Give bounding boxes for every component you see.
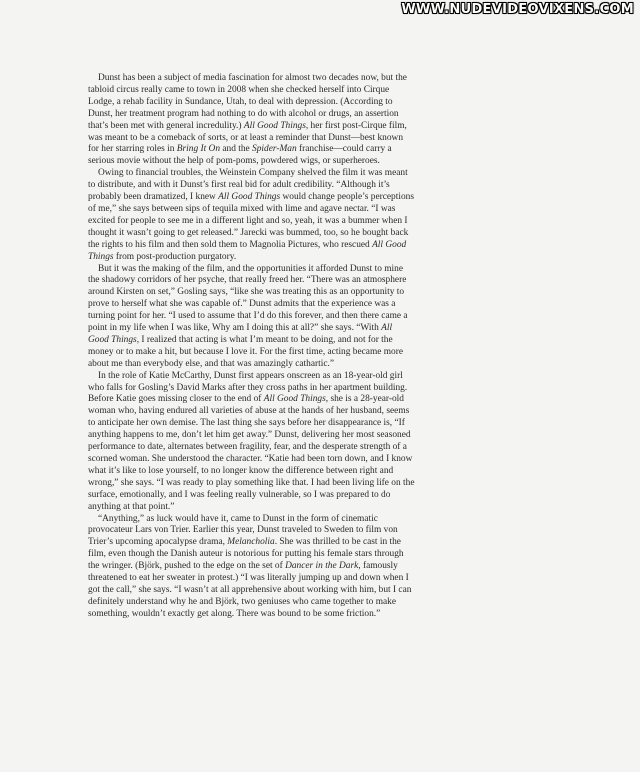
text-run: , I realized that acting is what I’m meant to be doing, and not for the money or to make a hit, but because I love it. For the first time, acting became more about me than everybody else, and that was amazingly cathartic.” [88,334,404,369]
film-title: Melancholia [227,537,275,548]
text-run: , famously threatened to eat her sweater in protest.) “I was literally jumping up and down when I got the call,” she says. “I wasn’t at all apprehensive about working with him, but I can definitely understand why he and Björk, two geniuses who came together to make something, wouldn’t exactly get along. There was bound to be some friction.” [88,561,412,619]
film-title: All Good Things [243,120,306,131]
film-title: All Good Things [263,394,326,405]
paragraph-3 [88,264,415,371]
text-run: , she is a 28-year-old woman who, having endured all varieties of abuse at the hands of her husband, seems to anticipate her own demise. The last thing she says before her disappearance is, “If anything happens to me, don’t let him get away.” Dunst, delivering her most seasoned performance to date, alternates between fragility, fear, and the desperate strength of a scorned woman. She understood the character. “Katie had been torn down, and I know what it’s like to lose yourself, to no longer know the difference between right and wrong,” she says. “I was ready to play something like that. I had been living life on the surface, emotionally, and I was feeling really vulnerable, so I was prepared to do anything at that point.” [88,394,415,512]
film-title: All Good Things [88,239,407,262]
text-run: , her first post-Cirque film, was meant to be a comeback of sorts, or at least a reminder that Dunst—best known for her starring roles in [88,120,407,155]
film-title: All Good Things [88,323,393,345]
text-run: “Anything,” as luck would have it, came to Dunst in the form of cinematic provocateur Lars von Trier. Earlier this year, Dunst traveled to Sweden to film von Trier’s upcoming apocalypse drama, [88,513,398,548]
paragraph-4 [88,371,415,514]
film-title: Bring It On [176,144,221,155]
film-title: All Good Things [218,192,281,203]
paragraph-2 [88,168,415,263]
text-run: Dunst has been a subject of media fascination for almost two decades now, but the tabloid circus really came to town in 2008 when she checked herself into Cirque Lodge, a rehab facility in Sundance, Utah, to deal with depression. (According to Dunst, her treatment program had nothing to do with alcohol or drugs, an assertion that’s been met with general incredulity.) [88,73,407,131]
site-watermark: WWW.NUDEVIDEOVIXENS.COM [401,2,634,17]
text-run: . She was thrilled to be cast in the film, even though the Danish auteur is notorious for putting his female stars through the wringer. (Björk, pushed to the edge on the set of [88,537,404,572]
text-run: Owing to financial troubles, the Weinstein Company shelved the film it was meant to distribute, and with it Dunst’s first real bid for adult credibility. “Although it’s probably been dramatized, I knew [88,168,408,203]
article-body [88,73,415,621]
text-run: would change people’s perceptions of me,” she says between sips of tequila mixed with lime and agave nectar. “I was excited for people to see me in a different light and so, yeah, it was a bummer when I thought it wasn’t going to get released.” Jarecki was bummed, too, so he bought back the rights to his film and then sold them to Magnolia Pictures, who rescued [88,192,414,250]
paragraph-1 [88,73,415,168]
text-run: In the role of Katie McCarthy, Dunst first appears onscreen as an 18-year-old girl who falls for Gosling’s David Marks after they cross paths in her apartment building. Before Katie goes missing closer to the end of [88,370,408,405]
text-run: But it was the making of the film, and the opportunities it afforded Dunst to mine the shadowy corridors of her psyche, that really freed her. “There was an atmosphere around Kirsten on set,” Gosling says, “like she was treating this as an opportunity to prove to herself what she was capable of.” Dunst admits that the experience was a turning point for her. “I used to assume that I’d do this forever, and then there came a point in my life when I was like, Why am I doing this at all?” she says. “With [88,263,408,334]
text-run: and the [220,144,253,155]
film-title: Spider-Man [252,144,297,155]
film-title: Dancer in the Dark [285,561,359,572]
text-run: franchise—could carry a serious movie without the help of pom-poms, powdered wigs, or superheroes. [88,144,392,167]
paragraph-5 [88,514,415,621]
text-run: from post-production purgatory. [113,251,237,262]
